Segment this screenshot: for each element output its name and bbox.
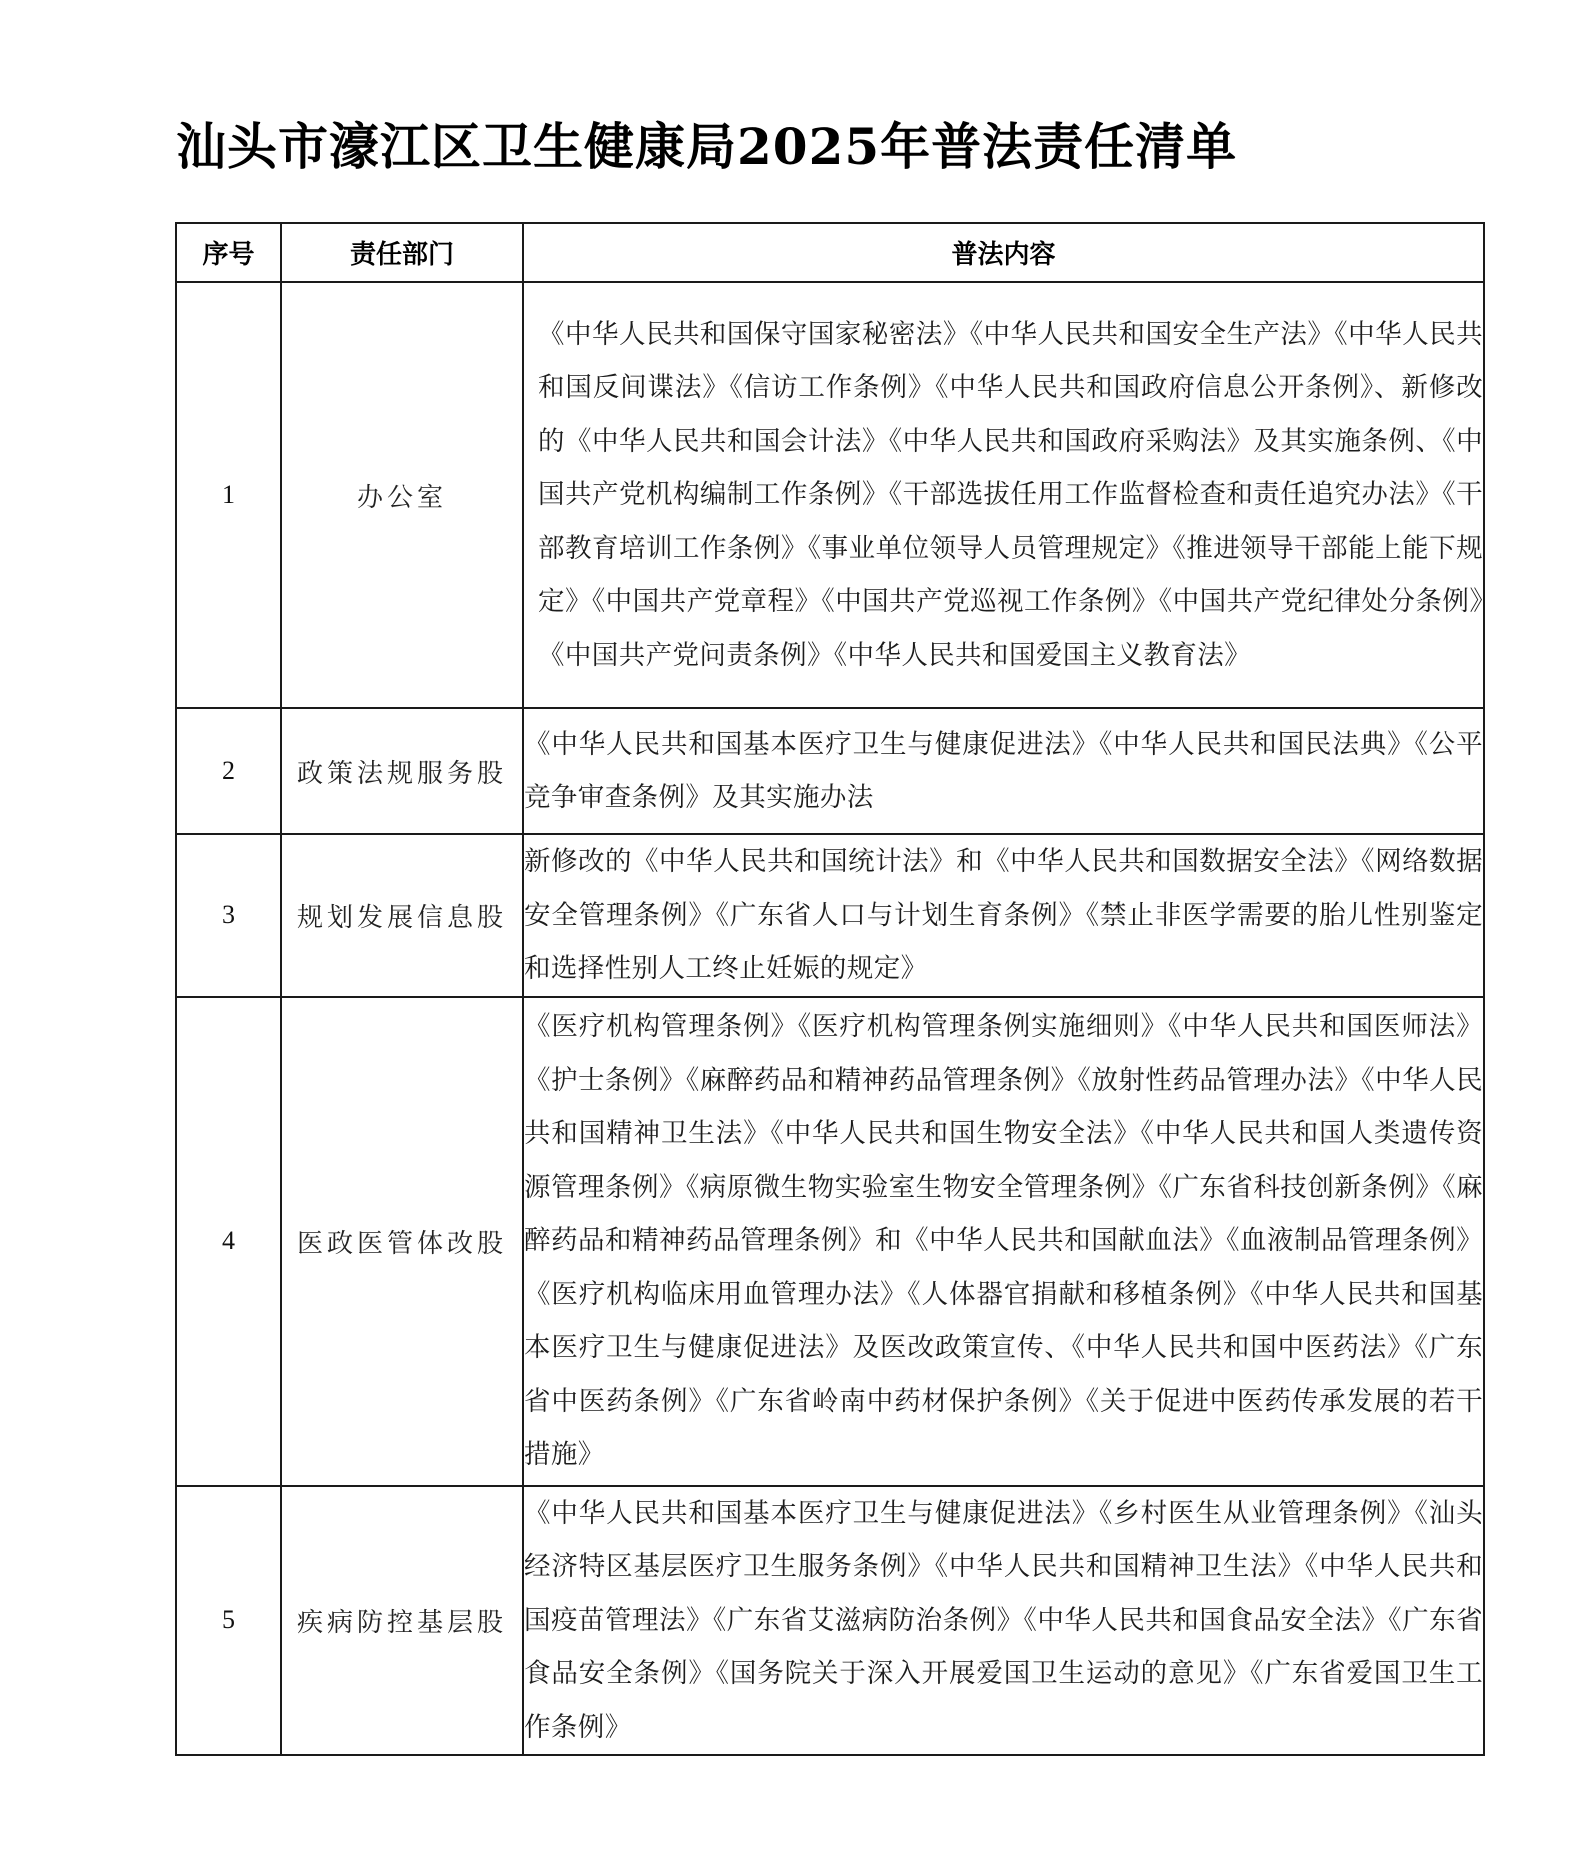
- content-cell: [523, 282, 1484, 708]
- serial-number-cell: 1: [176, 282, 281, 708]
- table-header-row: [176, 223, 1484, 282]
- serial-number-cell: 4: [176, 997, 281, 1486]
- content-text: 《中华人民共和国保守国家秘密法》《中华人民共和国安全生产法》《中华人民共和国反间谍法》《信访工作条例》《中华人民共和国政府信息公开条例》、新修改的《中华人民共和国会计法》《中华人民共和国政府采购法》及其实施条例、《中国共产党机构编制工作条例》《干部选拔任用工作监督检查和责任追究办法》《干部教育培训工作条例》《事业单位领导人员管理规定》《推进领导干部能上能下规定》《中国共产党章程》《中国共产党巡视工作条例》《中国共产党纪律处分条例》《中国共产党问责条例》《中华人民共和国爱国主义教育法》: [538, 318, 1483, 671]
- serial-number-cell: 2: [176, 708, 281, 834]
- department-cell: 办公室: [281, 282, 523, 708]
- table-row: [176, 834, 1484, 997]
- serial-number-cell: 3: [176, 834, 281, 997]
- content-cell: 《中华人民共和国基本医疗卫生与健康促进法》《乡村医生从业管理条例》《汕头经济特区基层医疗卫生服务条例》《中华人民共和国精神卫生法》《中华人民共和国疫苗管理法》《广东省艾滋病防治条例》《中华人民共和国食品安全法》《广东省食品安全条例》《国务院关于深入开展爱国卫生运动的意见》《广东省爱国卫生工作条例》: [523, 1486, 1484, 1756]
- department-cell: 规划发展信息股: [281, 834, 523, 997]
- header-serial-number: 序号: [176, 223, 281, 282]
- table-row: [176, 708, 1484, 834]
- content-cell: 新修改的《中华人民共和国统计法》和《中华人民共和国数据安全法》《网络数据安全管理条例》《广东省人口与计划生育条例》《禁止非医学需要的胎儿性别鉴定和选择性别人工终止妊娠的规定》: [523, 834, 1484, 997]
- content-cell: 《医疗机构管理条例》《医疗机构管理条例实施细则》《中华人民共和国医师法》《护士条例》《麻醉药品和精神药品管理条例》《放射性药品管理办法》《中华人民共和国精神卫生法》《中华人民共和国生物安全法》《中华人民共和国人类遗传资源管理条例》《病原微生物实验室生物安全管理条例》《广东省科技创新条例》《麻醉药品和精神药品管理条例》和《中华人民共和国献血法》《血液制品管理条例》《医疗机构临床用血管理办法》《人体器官捐献和移植条例》《中华人民共和国基本医疗卫生与健康促进法》及医改政策宣传、《中华人民共和国中医药法》《广东省中医药条例》《广东省岭南中药材保护条例》《关于促进中医药传承发展的若干措施》: [523, 997, 1484, 1486]
- page-title: 汕头市濠江区卫生健康局2025年普法责任清单: [176, 117, 1238, 176]
- table-row: [176, 997, 1484, 1486]
- content-cell: 《中华人民共和国基本医疗卫生与健康促进法》《中华人民共和国民法典》《公平竞争审查条例》及其实施办法: [523, 708, 1484, 834]
- department-cell: 政策法规服务股: [281, 708, 523, 834]
- department-cell: 疾病防控基层股: [281, 1486, 523, 1756]
- department-cell: 医政医管体改股: [281, 997, 523, 1486]
- responsibility-table: [175, 222, 1485, 1756]
- serial-number-cell: 5: [176, 1486, 281, 1756]
- table-row: [176, 282, 1484, 708]
- table-row: [176, 1486, 1484, 1756]
- header-responsible-department: 责任部门: [281, 223, 523, 282]
- header-publicity-content: 普法内容: [523, 223, 1484, 282]
